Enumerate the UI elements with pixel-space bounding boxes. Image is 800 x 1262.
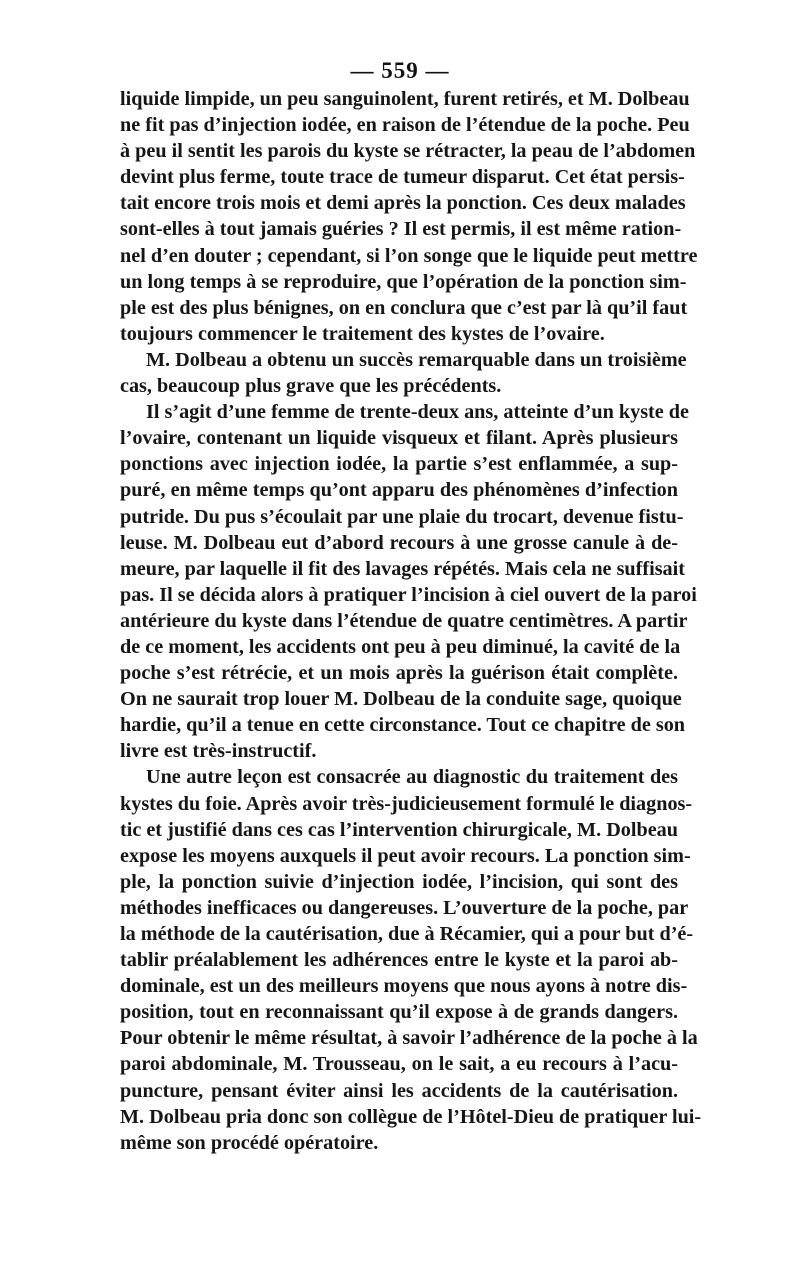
text-line: la méthode de la cautérisation, due à Récamier, qui a pour but d’é-: [120, 923, 694, 945]
body-text: [120, 86, 702, 1156]
text-line: livre est très-instructif.: [120, 740, 317, 763]
text-line: toujours commencer le traitement des kystes de l’ovaire.: [120, 322, 605, 345]
text-line: leuse. M. Dolbeau eut d’abord recours à une grosse canule à de-: [120, 531, 678, 554]
page-number: — 559 —: [350, 58, 450, 83]
text-line: tablir préalablement les adhérences entre le kyste et la paroi ab-: [120, 949, 678, 972]
paragraph-2: [120, 347, 687, 399]
text-line: ple est des plus bénignes, on en conclura que c’est par là qu’il faut: [120, 296, 688, 319]
text-line: à peu il sentit les parois du kyste se rétracter, la peau de l’abdomen: [120, 140, 696, 163]
text-line: même son procédé opératoire.: [120, 1131, 379, 1154]
text-line: hardie, qu’il a tenue en cette circonstance. Tout ce chapitre de son: [120, 714, 686, 737]
text-line: Pour obtenir le même résultat, à savoir l’adhérence de la poche à la: [120, 1027, 698, 1050]
text-line: ne fit pas d’injection iodée, en raison de l’étendue de la poche. Peu: [120, 114, 690, 137]
text-line: paroi abdominale, M. Trousseau, on le sait, a eu recours à l’acu-: [120, 1053, 678, 1076]
text-line: On ne saurait trop louer M. Dolbeau de la conduite sage, quoique: [120, 688, 682, 711]
text-line: de ce moment, les accidents ont peu à peu diminué, la cavité de la: [120, 635, 681, 658]
text-line: méthodes inefficaces ou dangereuses. L’ouverture de la poche, par: [120, 896, 689, 919]
text-line: puré, en même temps qu’ont apparu des phénomènes d’infection: [120, 479, 678, 502]
text-line: liquide limpide, un peu sanguinolent, furent retirés, et M. Dolbeau: [120, 88, 690, 110]
text-line: meure, par laquelle il fit des lavages répétés. Mais cela ne suffisait: [120, 557, 685, 580]
text-line: pas. Il se décida alors à pratiquer l’incision à ciel ouvert de la paroi: [120, 583, 697, 606]
text-line: dominale, est un des meilleurs moyens que nous ayons à notre dis-: [120, 975, 688, 998]
text-line: un long temps à se reproduire, que l’opération de la ponction sim-: [120, 270, 687, 293]
text-line: antérieure du kyste dans l’étendue de quatre centimètres. A partir: [120, 609, 688, 632]
text-line: ple, la ponction suivie d’injection iodée, l’incision, qui sont des: [120, 870, 678, 893]
text-line: position, tout en reconnaissant qu’il expose à de grands dangers.: [120, 1001, 678, 1024]
paragraph-3: [120, 399, 697, 764]
text-line: devint plus ferme, toute trace de tumeur disparut. Cet état persis-: [120, 166, 685, 189]
text-line: ponctions avec injection iodée, la partie s’est enflammée, a sup-: [120, 453, 678, 476]
text-line: tic et justifié dans ces cas l’intervention chirurgicale, M. Dolbeau: [120, 818, 678, 841]
text-line: Il s’agit d’une femme de trente-deux ans, atteinte d’un kyste de: [146, 401, 689, 424]
paragraph-4: [120, 764, 702, 1155]
text-line: poche s’est rétrécie, et un mois après la guérison était complète.: [120, 662, 678, 685]
text-line: puncture, pensant éviter ainsi les accidents de la cautérisation.: [120, 1079, 678, 1102]
text-line: expose les moyens auxquels il peut avoir recours. La ponction sim-: [120, 844, 691, 867]
paragraph-1: [120, 86, 698, 347]
text-line: sont-elles à tout jamais guéries ? Il est permis, il est même ration-: [120, 218, 682, 241]
text-line: putride. Du pus s’écoulait par une plaie du trocart, devenue fistu-: [120, 505, 684, 528]
text-line: Une autre leçon est consacrée au diagnostic du traitement des: [146, 766, 678, 789]
text-line: cas, beaucoup plus grave que les précédents.: [120, 375, 502, 398]
text-line: l’ovaire, contenant un liquide visqueux et filant. Après plusieurs: [120, 427, 678, 450]
text-line: kystes du foie. Après avoir très-judicieusement formulé le diagnos-: [120, 792, 693, 815]
text-line: nel d’en douter ; cependant, si l’on songe que le liquide peut mettre: [120, 244, 698, 267]
text-line: tait encore trois mois et demi après la ponction. Ces deux malades: [120, 192, 686, 215]
text-line: M. Dolbeau pria donc son collègue de l’Hôtel-Dieu de pratiquer lui-: [120, 1105, 702, 1128]
text-line: M. Dolbeau a obtenu un succès remarquable dans un troisième: [146, 348, 687, 371]
